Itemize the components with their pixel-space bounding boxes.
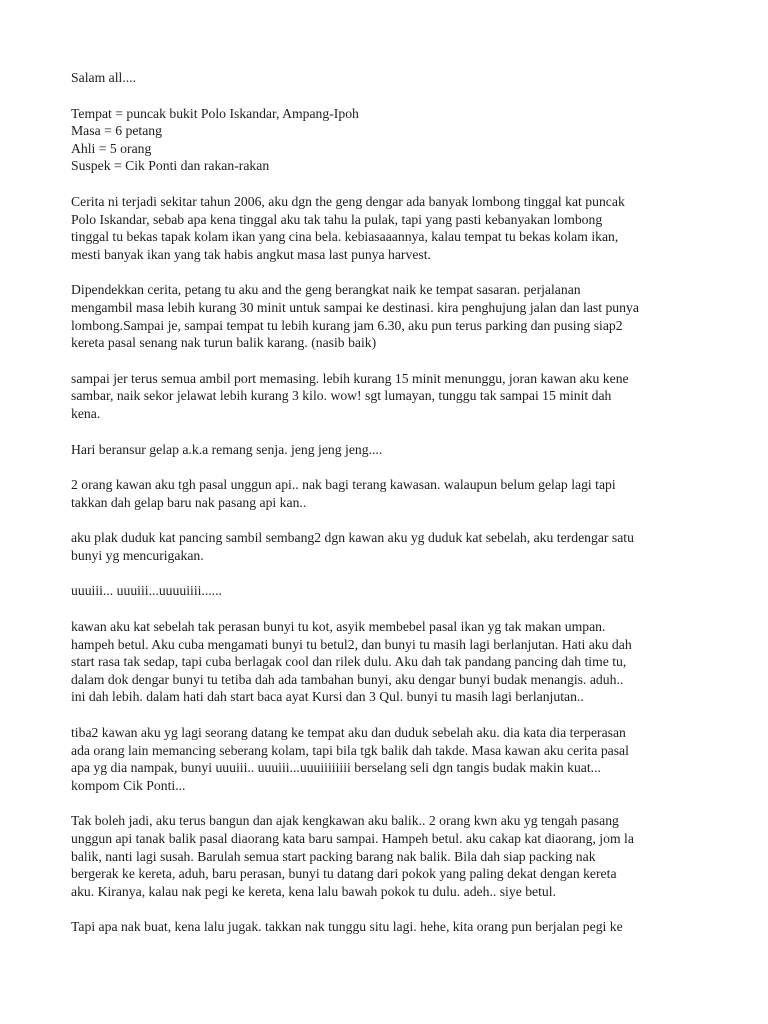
text-line: lombong.Sampai je, sampai tempat tu lebih kurang jam 6.30, aku pun terus parking dan pusing siap2 bbox=[71, 317, 623, 333]
paragraph bbox=[71, 69, 711, 87]
document-page bbox=[71, 69, 711, 954]
text-line: 2 orang kawan aku tgh pasal unggun api.. nak bagi terang kawasan. walaupun belum gelap lagi tapi bbox=[71, 477, 616, 493]
text-line: kena. bbox=[71, 405, 101, 421]
text-line: sambar, naik sekor jelawat lebih kurang 3 kilo. wow! sgt lumayan, tunggu tak sampai 15 minit dah bbox=[71, 388, 612, 404]
text-line: ini dah lebih. dalam hati dah start baca ayat Kursi dan 3 Qul. bunyi tu masih lagi berlanjutan.. bbox=[71, 689, 584, 705]
text-line: Suspek = Cik Ponti dan rakan-rakan bbox=[71, 158, 270, 174]
text-line: kereta pasal senang nak turun balik karang. (nasib baik) bbox=[71, 335, 377, 351]
paragraph bbox=[71, 370, 711, 423]
paragraph bbox=[71, 618, 711, 706]
paragraph bbox=[71, 812, 711, 900]
text-line: apa yg dia nampak, bunyi uuuiii.. uuuiii...uuuiiiiiiii berselang seli dgn tangis budak makin kuat... bbox=[71, 760, 601, 776]
text-line: unggun api tanak balik pasal diaorang kata baru sampai. Hampeh betul. aku cakap kat diaorang, jom la bbox=[71, 831, 634, 846]
paragraph bbox=[71, 105, 711, 175]
text-line: kawan aku kat sebelah tak perasan bunyi tu kot, asyik membebel pasal ikan yg tak makan umpan. bbox=[71, 619, 606, 635]
text-line: balik, nanti lagi susah. Barulah semua start packing barang nak balik. Bila dah siap packing nak bbox=[71, 848, 596, 864]
text-line: Ahli = 5 orang bbox=[71, 140, 152, 156]
text-line: tiba2 kawan aku yg lagi seorang datang ke tempat aku dan duduk sebelah aku. dia kata dia terperasan bbox=[71, 725, 626, 741]
text-line: Tempat = puncak bukit Polo Iskandar, Ampang-Ipoh bbox=[71, 105, 359, 121]
text-line: aku plak duduk kat pancing sambil sembang2 dgn kawan aku yg duduk kat sebelah, aku terdengar satu bbox=[71, 530, 634, 546]
text-line: uuuiii... uuuiii...uuuuiiii...... bbox=[71, 583, 222, 599]
paragraph bbox=[71, 281, 711, 351]
text-line: Hari beransur gelap a.k.a remang senja. jeng jeng jeng.... bbox=[71, 441, 383, 457]
paragraph bbox=[71, 441, 711, 459]
text-line: hampeh betul. Aku cuba mengamati bunyi tu betul2, dan bunyi tu masih lagi berlanjutan. Hati aku dah bbox=[71, 636, 632, 652]
paragraph bbox=[71, 918, 711, 936]
text-line: sampai jer terus semua ambil port memasing. lebih kurang 15 minit menunggu, joran kawan aku kene bbox=[71, 370, 629, 386]
text-line: Cerita ni terjadi sekitar tahun 2006, aku dgn the geng dengar ada banyak lombong tinggal kat puncak bbox=[71, 193, 625, 209]
text-line: dalam dok dengar bunyi tu tetiba dah ada tambahan bunyi, aku dengar bunyi budak menangis. aduh.. bbox=[71, 671, 624, 687]
text-line: tinggal tu bekas tapak kolam ikan yang cina bela. kebiasaaannya, kalau tempat tu bekas kolam ikan, bbox=[71, 229, 619, 245]
text-line: takkan dah gelap baru nak pasang api kan.. bbox=[71, 494, 307, 510]
paragraph bbox=[71, 529, 711, 564]
text-line: Tak boleh jadi, aku terus bangun dan ajak kengkawan aku balik.. 2 orang kwn aku yg tengah pasang bbox=[71, 813, 619, 829]
text-line: Dipendekkan cerita, petang tu aku and the geng berangkat naik ke tempat sasaran. perjalanan bbox=[71, 282, 581, 298]
text-line: aku. Kiranya, kalau nak pegi ke kereta, kena lalu bawah pokok tu dulu. adeh.. siye betul. bbox=[71, 883, 556, 899]
text-line: bunyi yg mencurigakan. bbox=[71, 547, 204, 563]
text-line: Polo Iskandar, sebab apa kena tinggal aku tak tahu la pulak, tapi yang pasti kebanyakan lombong bbox=[71, 211, 603, 227]
text-line: Masa = 6 petang bbox=[71, 123, 162, 139]
text-line: ada orang lain memancing seberang kolam, tapi bila tgk balik dah takde. Masa kawan aku cerita pasal bbox=[71, 742, 629, 758]
text-line: start rasa tak sedap, tapi cuba berlagak cool dan rilek dulu. Aku dah tak pandang pancing dah time tu, bbox=[71, 654, 627, 670]
text-line: bergerak ke kereta, aduh, baru perasan, bunyi tu datang dari pokok yang paling dekat dengan kereta bbox=[71, 866, 617, 882]
paragraph bbox=[71, 582, 711, 600]
text-line: mesti banyak ikan yang tak habis angkut masa last punya harvest. bbox=[71, 246, 431, 262]
text-line: Salam all.... bbox=[71, 70, 137, 85]
paragraph bbox=[71, 476, 711, 511]
text-line: mengambil masa lebih kurang 30 minit untuk sampai ke destinasi. kira penghujung jalan dan last punya bbox=[71, 299, 639, 315]
paragraph bbox=[71, 724, 711, 794]
paragraph bbox=[71, 193, 711, 263]
text-line: Tapi apa nak buat, kena lalu jugak. takkan nak tunggu situ lagi. hehe, kita orang pun berjalan pegi ke bbox=[71, 919, 623, 935]
text-line: kompom Cik Ponti... bbox=[71, 777, 186, 793]
